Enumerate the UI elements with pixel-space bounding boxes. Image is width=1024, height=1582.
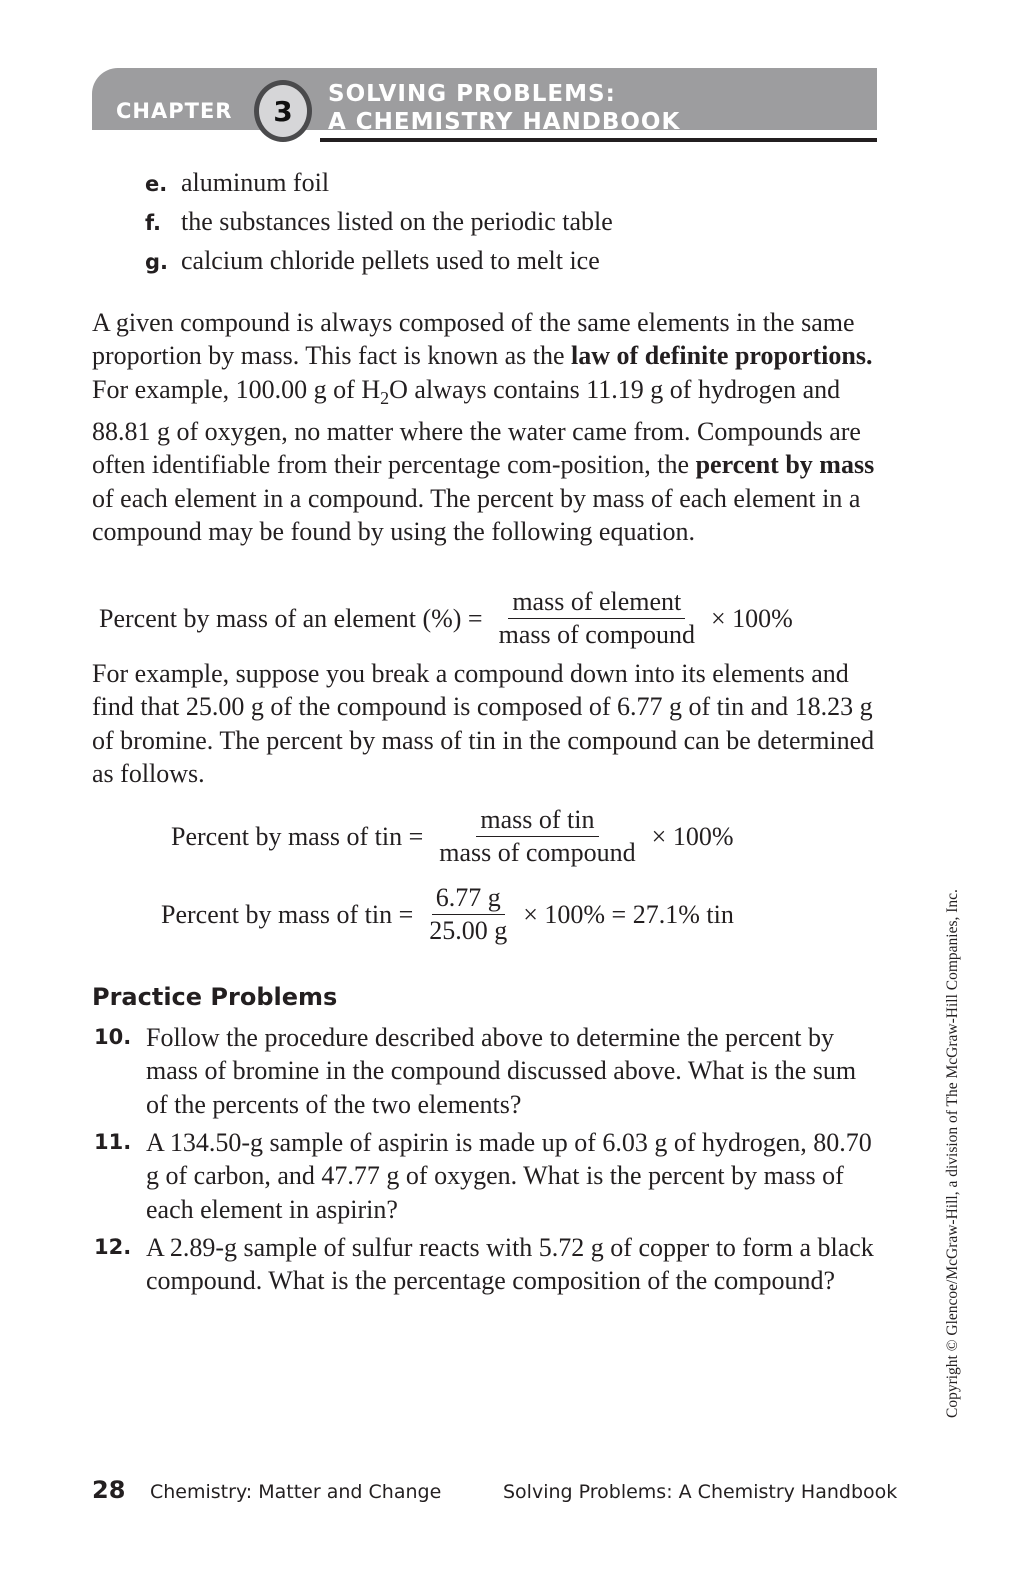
problem-number: 11. (94, 1130, 132, 1154)
list-item (145, 207, 613, 237)
chapter-number-badge: 3 (254, 80, 312, 142)
paragraph-text: A given compound is always composed of the same elements in the same proportion by mass. This fact is known as the (92, 308, 855, 371)
fraction-denominator: 25.00 g (429, 916, 508, 945)
problem-item (92, 1021, 882, 1121)
problem-number: 10. (94, 1025, 132, 1049)
equation-rhs: × 100% (711, 603, 793, 633)
page-number: 28 (92, 1476, 126, 1504)
footer-book-title: Chemistry: Matter and Change (150, 1481, 442, 1503)
paragraph-example: For example, suppose you break a compound down into its elements and find that 25.00 g of the compound is composed of 6.77 g of tin and 18.23 g of bromine. The percent by mass of tin in the compound can be determined as follows. (92, 659, 875, 788)
copyright-notice: Copyright © Glencoe/McGraw-Hill, a division of The McGraw-Hill Companies, Inc. (944, 889, 961, 1418)
equation-fraction (425, 884, 511, 945)
problem-item (92, 1231, 882, 1298)
term-percent-by-mass: percent by mass (695, 450, 875, 480)
equation-rhs: × 100% (651, 821, 734, 851)
equation-lhs: Percent by mass of an element (%) = (99, 603, 483, 633)
banner-rule (320, 138, 877, 142)
footer-section-title: Solving Problems: A Chemistry Handbook (503, 1481, 898, 1503)
list-item-text: the substances listed on the periodic table (181, 207, 613, 236)
list-item-label: e. (145, 172, 168, 196)
problem-number: 12. (94, 1235, 132, 1259)
equation-fraction (495, 588, 699, 649)
equation-lhs: Percent by mass of tin = (161, 899, 414, 929)
chapter-title (328, 80, 680, 136)
list-item (145, 168, 329, 198)
chapter-label: CHAPTER (116, 99, 233, 123)
problem-text: A 2.89-g sample of sulfur reacts with 5.72 g of copper to form a black compound. What is the percentage composition of the compound? (146, 1233, 874, 1296)
equation-tin-result (161, 884, 734, 945)
subscript: 2 (380, 387, 390, 408)
paragraph-definite-proportions (92, 306, 882, 548)
fraction-numerator: mass of element (508, 588, 685, 619)
list-item-text: calcium chloride pellets used to melt ice (181, 246, 600, 275)
list-item (145, 246, 600, 276)
problem-text: Follow the procedure described above to determine the percent by mass of bromine in the compound discussed above. What is the sum of the percents of the two elements? (146, 1023, 857, 1119)
chapter-title-line2: A CHEMISTRY HANDBOOK (328, 109, 681, 135)
equation-rhs: × 100% = 27.1% tin (523, 899, 734, 929)
fraction-denominator: mass of compound (498, 620, 696, 649)
equation-tin-general (171, 806, 733, 867)
fraction-denominator: mass of compound (439, 838, 636, 867)
paragraph-text: of each element in a compound. The percent by mass of each element in a compound may be found by using the following equation. (92, 483, 861, 546)
fraction-numerator: 6.77 g (432, 884, 505, 915)
fraction-numerator: mass of tin (476, 806, 598, 837)
problem-text: A 134.50-g sample of aspirin is made up of 6.03 g of hydrogen, 80.70 g of carbon, and 47.77 g of oxygen. What is the percent by mass of each element in aspirin? (146, 1128, 872, 1224)
term-law-of-definite-proportions: law of definite proportions. (571, 341, 873, 371)
paragraph-text: For example, 100.00 g of H (92, 374, 381, 404)
list-item-label: g. (145, 250, 169, 274)
practice-problems-heading: Practice Problems (92, 983, 338, 1011)
equation-fraction (435, 806, 639, 867)
chapter-title-line1: SOLVING PROBLEMS: (328, 81, 616, 107)
paragraph-text: O always contains 11.19 g of hydrogen and 88.81 g of oxygen, no matter where the water came from. Compounds are often identifiable from their percentage com-position, the (92, 374, 861, 480)
chapter-banner (92, 68, 877, 144)
list-item-label: f. (145, 211, 161, 235)
list-item-text: aluminum foil (181, 168, 330, 197)
equation-lhs: Percent by mass of tin = (171, 821, 424, 851)
problem-item (92, 1126, 882, 1226)
equation-percent-by-mass (99, 588, 793, 649)
